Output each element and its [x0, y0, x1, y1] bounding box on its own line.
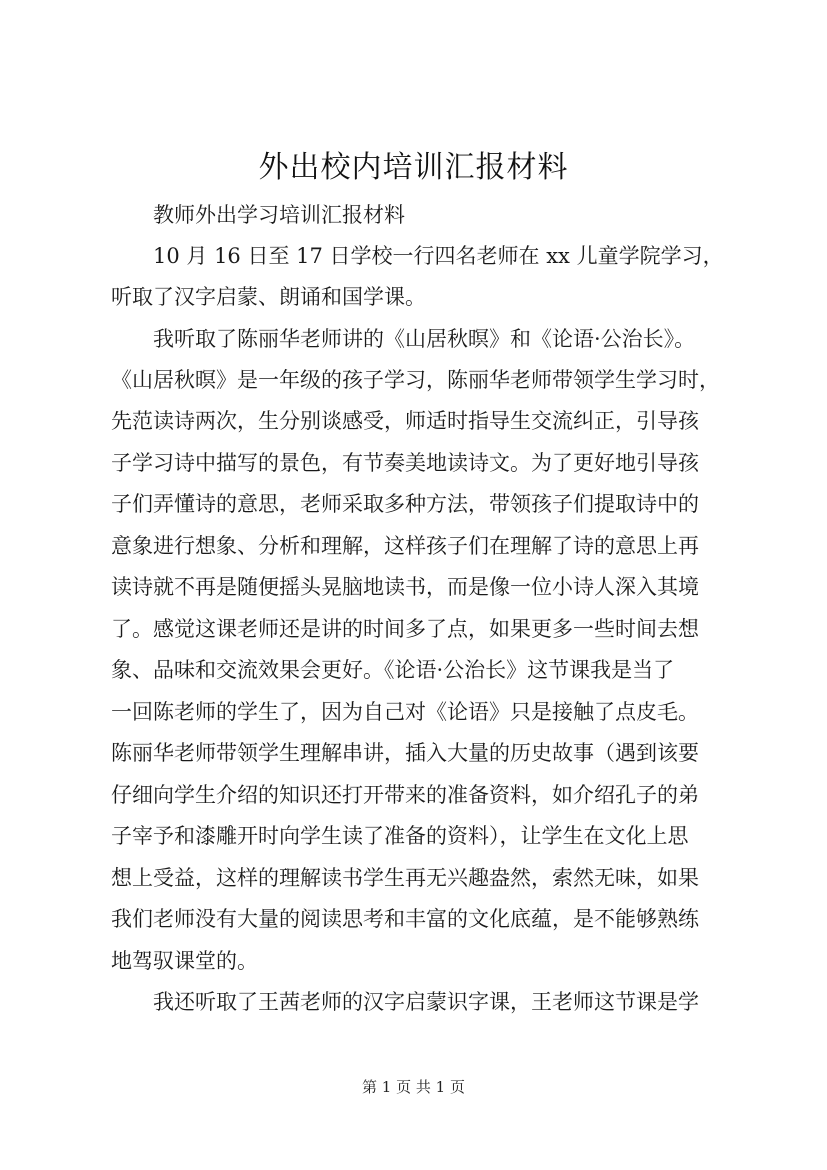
paragraph-line: 先范读诗两次，生分别谈感受，师适时指导生交流纠正，引导孩 [111, 409, 699, 433]
paragraph-line: 读诗就不再是随便摇头晃脑地读书，而是像一位小诗人深入其境 [111, 575, 699, 599]
page-footer: 第 1 页 共 1 页 [362, 1078, 465, 1096]
paragraph-line: 一回陈老师的学生了，因为自己对《论语》只是接触了点皮毛。 [111, 700, 699, 724]
paragraph-line: 教师外出学习培训汇报材料 [153, 203, 405, 227]
paragraph-line: 子学习诗中描写的景色，有节奏美地读诗文。为了更好地引导孩 [111, 451, 699, 475]
paragraph-line: 10 月 16 日至 17 日学校一行四名老师在 xx 儿童学院学习， [153, 244, 724, 268]
paragraph-line: 我听取了陈丽华老师讲的《山居秋暝》和《论语·公治长》。 [153, 327, 696, 351]
paragraph-line: 我还听取了王茜老师的汉字启蒙识字课，王老师这节课是学 [153, 990, 699, 1014]
paragraph-line: 子们弄懂诗的意思，老师采取多种方法，带领孩子们提取诗中的 [111, 492, 699, 516]
paragraph-line: 陈丽华老师带领学生理解串讲，插入大量的历史故事（遇到该要 [111, 741, 699, 765]
paragraph-line: 仔细向学生介绍的知识还打开带来的准备资料，如介绍孔子的弟 [111, 783, 699, 807]
paragraph-line: 象、品味和交流效果会更好。《论语·公治长》这节课我是当了 [111, 658, 675, 682]
paragraph-line: 子宰予和漆雕开时向学生读了准备的资料），让学生在文化上思 [111, 824, 689, 848]
paragraph-line: 地驾驭课堂的。 [111, 949, 258, 973]
paragraph-line: 《山居秋暝》是一年级的孩子学习，陈丽华老师带领学生学习时， [111, 368, 720, 392]
paragraph-line: 了。感觉这课老师还是讲的时间多了点，如果更多一些时间去想 [111, 617, 699, 641]
paragraph-line: 意象进行想象、分析和理解，这样孩子们在理解了诗的意思上再 [111, 534, 699, 558]
paragraph-line: 我们老师没有大量的阅读思考和丰富的文化底蕴，是不能够熟练 [111, 907, 699, 931]
document-title: 外出校内培训汇报材料 [258, 150, 569, 185]
paragraph-line: 听取了汉字启蒙、朗诵和国学课。 [111, 285, 426, 309]
paragraph-line: 想上受益，这样的理解读书学生再无兴趣盎然，索然无味，如果 [111, 866, 699, 890]
